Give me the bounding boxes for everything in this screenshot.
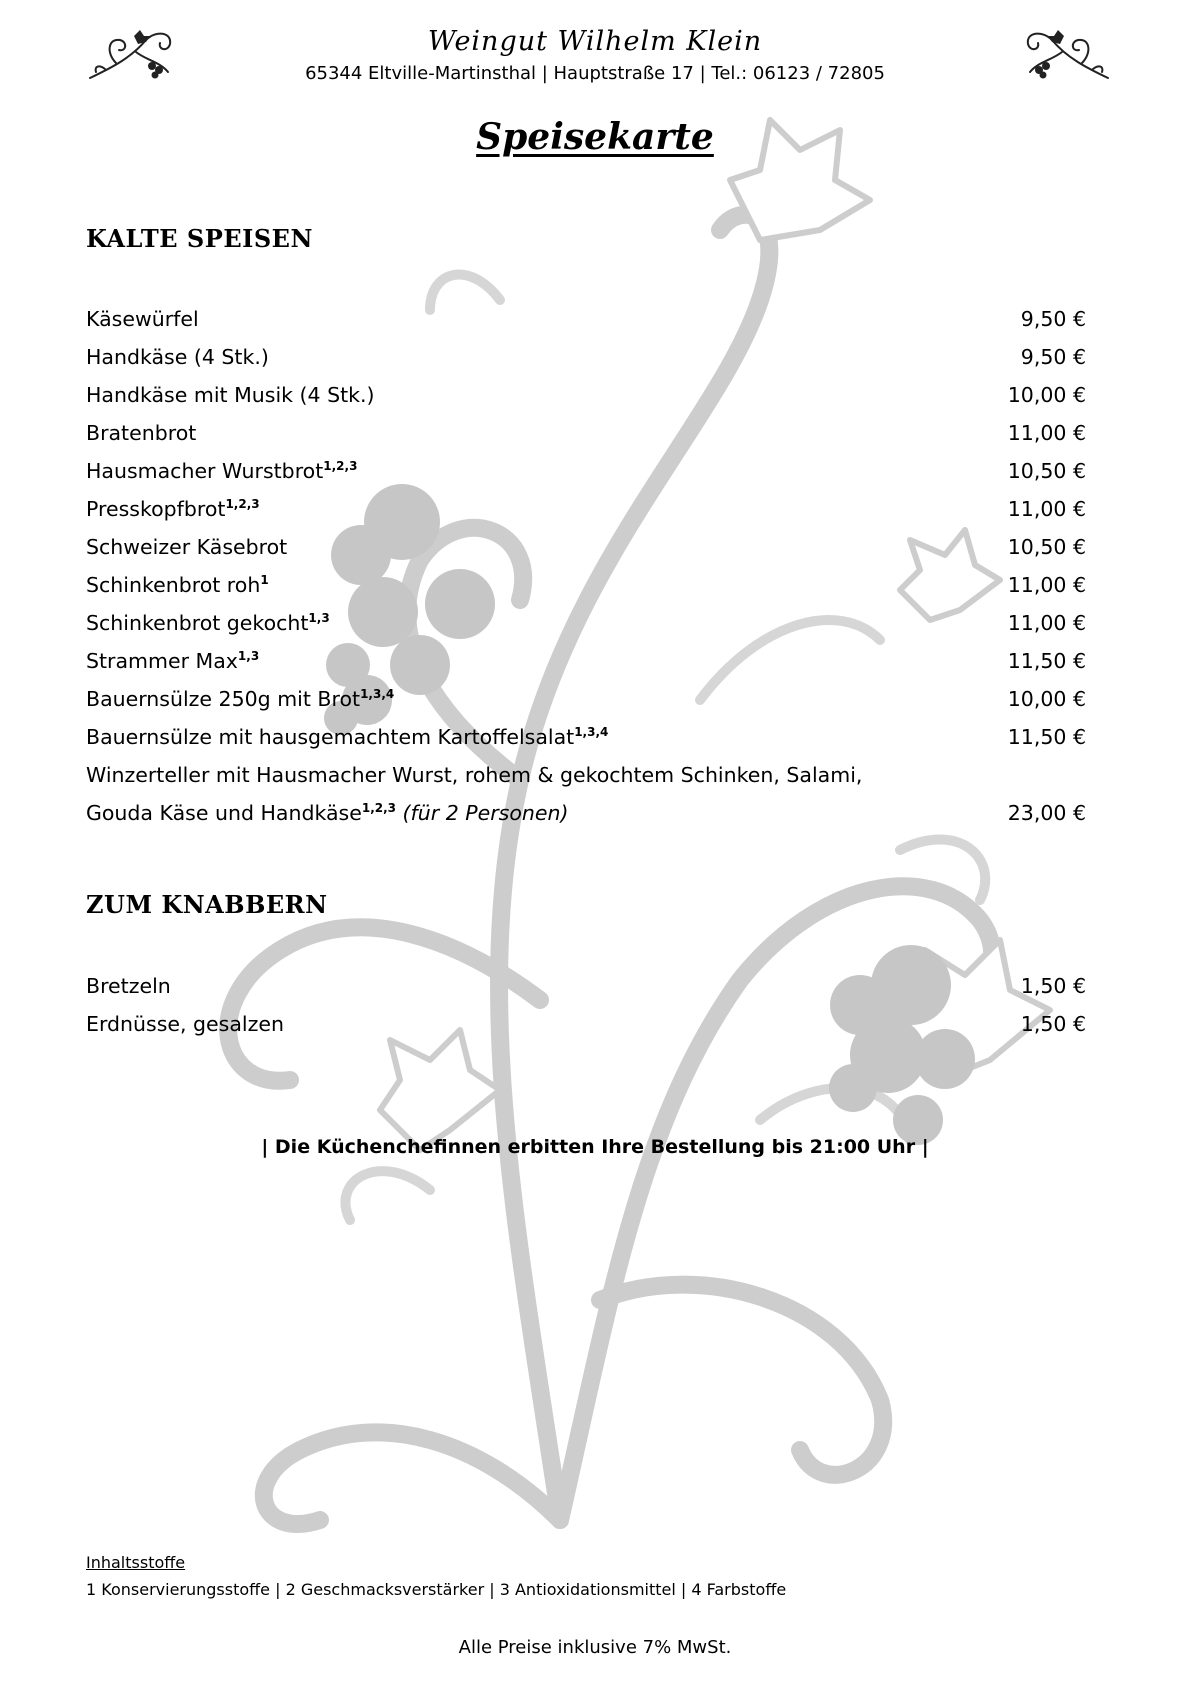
- ingredients-title: Inhaltsstoffe: [86, 1553, 186, 1572]
- menu-item-name-text: Hausmacher Wurstbrot: [86, 459, 324, 483]
- menu-item-price: 1,50 €: [1020, 974, 1086, 998]
- allergen-reference: 1,3,4: [360, 687, 395, 702]
- section-heading-snacks: ZUM KNABBERN: [86, 890, 328, 919]
- menu-item-name: [86, 528, 287, 566]
- menu-item-price: 9,50 €: [1020, 307, 1086, 331]
- menu-item-name: [86, 490, 260, 528]
- menu-item-price: 23,00 €: [1007, 801, 1086, 825]
- menu-item: [86, 528, 1086, 566]
- page-title: Speisekarte: [476, 116, 714, 158]
- menu-item: [86, 566, 1086, 604]
- menu-item-name: [86, 794, 568, 832]
- menu-item-price: 11,50 €: [1007, 725, 1086, 749]
- menu-item-name-text: Bauernsülze mit hausgemachtem Kartoffelsalat: [86, 725, 575, 749]
- menu-item-name: [86, 300, 199, 338]
- menu-item-name-text: Schweizer Käsebrot: [86, 535, 288, 559]
- menu-item-name: [86, 566, 269, 604]
- menu-item-name: [86, 967, 171, 1005]
- menu-item-name: [86, 642, 259, 680]
- menu-item-name: [86, 718, 608, 756]
- menu-item-note: (für 2 Personen): [402, 801, 569, 825]
- menu-item-price: 11,00 €: [1007, 573, 1086, 597]
- menu-item-name: [86, 376, 375, 414]
- menu-item-name-text: Presskopfbrot: [86, 497, 226, 521]
- menu-item: [86, 338, 1086, 376]
- menu-item-name-text: Handkäse mit Musik (4 Stk.): [86, 383, 375, 407]
- snacks-list: [86, 967, 1086, 1043]
- menu-item-name: [86, 414, 196, 452]
- menu-item-price: 10,50 €: [1007, 535, 1086, 559]
- menu-item: [86, 718, 1086, 756]
- menu-item-name-text: Gouda Käse und Handkäse: [86, 801, 362, 825]
- menu-item-name: [86, 756, 862, 794]
- menu-item-price: 10,00 €: [1007, 383, 1086, 407]
- menu-item-price: 11,50 €: [1007, 649, 1086, 673]
- menu-item: [86, 642, 1086, 680]
- menu-item-price: 10,00 €: [1007, 687, 1086, 711]
- menu-item: [86, 756, 1086, 794]
- allergen-reference: 1,3: [237, 649, 260, 664]
- menu-item-name-text: Bretzeln: [86, 974, 171, 998]
- allergen-reference: 1: [260, 573, 269, 588]
- menu-item-price: 9,50 €: [1020, 345, 1086, 369]
- menu-item: [86, 452, 1086, 490]
- menu-item: [86, 680, 1086, 718]
- menu-item-price: 1,50 €: [1020, 1012, 1086, 1036]
- menu-item-name-text: Käsewürfel: [86, 307, 199, 331]
- menu-item: [86, 1005, 1086, 1043]
- menu-item-name-text: Handkäse (4 Stk.): [86, 345, 269, 369]
- menu-item: [86, 967, 1086, 1005]
- menu-item-name: [86, 452, 357, 490]
- menu-item-price: 11,00 €: [1007, 497, 1086, 521]
- allergen-reference: 1,2,3: [323, 459, 358, 474]
- allergen-reference: 1,3: [308, 611, 330, 626]
- winery-address: 65344 Eltville-Martinsthal | Hauptstraße 17 | Tel.: 06123 / 72805: [305, 63, 885, 84]
- menu-item-name-text: Erdnüsse, gesalzen: [86, 1012, 284, 1036]
- menu-item-name: [86, 338, 269, 376]
- menu-item-name: [86, 604, 330, 642]
- menu-item-name-text: Strammer Max: [86, 649, 238, 673]
- allergen-reference: 1,2,3: [361, 801, 397, 816]
- section-heading-cold-dishes: KALTE SPEISEN: [86, 224, 313, 253]
- menu-item-price: 10,50 €: [1007, 459, 1086, 483]
- menu-item-name-text: Schinkenbrot roh: [86, 573, 261, 597]
- menu-item-name-text: Bauernsülze 250g mit Brot: [86, 687, 361, 711]
- menu-item-name: [86, 1005, 284, 1043]
- menu-item: [86, 300, 1086, 338]
- menu-item: [86, 604, 1086, 642]
- ingredients-list: 1 Konservierungsstoffe | 2 Geschmacksverstärker | 3 Antioxidationsmittel | 4 Farbstoffe: [86, 1580, 787, 1599]
- menu-item: [86, 414, 1086, 452]
- menu-item: [86, 490, 1086, 528]
- menu-item-price: 11,00 €: [1007, 421, 1086, 445]
- allergen-reference: 1,3,4: [574, 725, 609, 740]
- menu-item-name-text: Winzerteller mit Hausmacher Wurst, rohem & gekochtem Schinken, Salami,: [86, 763, 863, 787]
- menu-item-name: [86, 680, 394, 718]
- vat-footer: Alle Preise inklusive 7% MwSt.: [458, 1637, 732, 1658]
- order-notice: | Die Küchenchefinnen erbitten Ihre Bestellung bis 21:00 Uhr |: [261, 1136, 929, 1158]
- menu-item-name-text: Bratenbrot: [86, 421, 197, 445]
- menu-item-price: 11,00 €: [1007, 611, 1086, 635]
- allergen-reference: 1,2,3: [225, 497, 260, 512]
- menu-item: [86, 794, 1086, 832]
- menu-item-name-text: Schinkenbrot gekocht: [86, 611, 309, 635]
- winery-name: Weingut Wilhelm Klein: [427, 26, 763, 57]
- menu-item: [86, 376, 1086, 414]
- cold-dishes-list: [86, 300, 1086, 832]
